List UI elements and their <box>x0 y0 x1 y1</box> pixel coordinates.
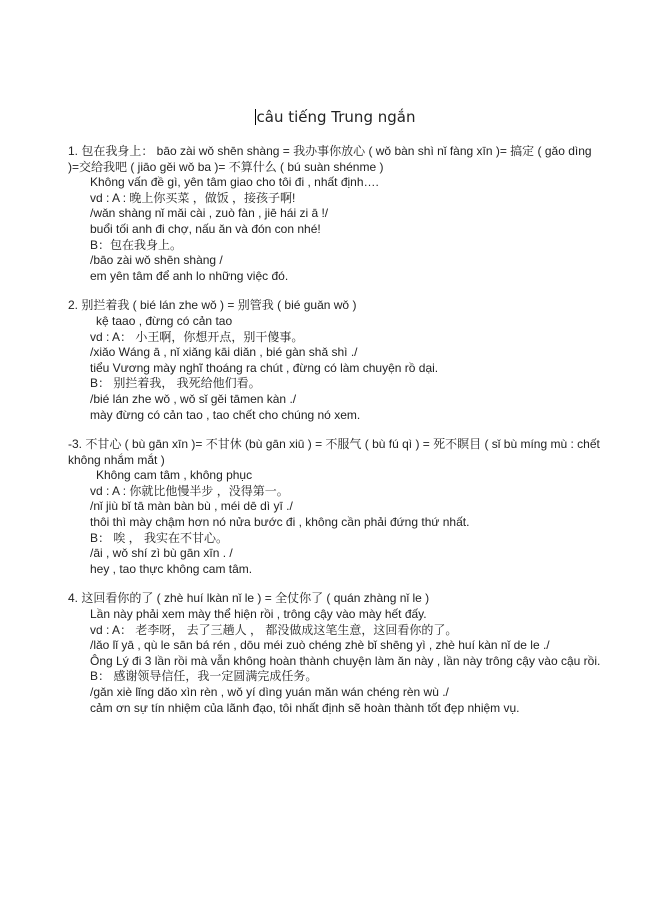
paragraph-line: /āi , wǒ shí zì bù gān xīn . / <box>90 546 233 561</box>
document-title <box>0 108 670 126</box>
section-heading: -3. 不甘心 ( bù gān xīn )= 不甘休 (bù gān xiū ) = 不服气 ( bù fú qì ) = 死不瞑目 ( sǐ bù míng mù : chết không nhắm mắt ) <box>68 437 600 467</box>
paragraph-line: Không cam tâm , không phục <box>96 468 253 483</box>
section-4 <box>68 591 604 716</box>
section-heading: 2. 别拦着我 ( bié lán zhe wǒ ) = 别管我 ( bié guǎn wǒ ) <box>68 298 357 313</box>
paragraph-line: /gǎn xiè lǐng dǎo xìn rèn , wǒ yí dìng yuán mǎn wán chéng rèn wù ./ <box>90 685 449 699</box>
paragraph-line: Không vấn đề gì, yên tâm giao cho tôi đi , nhất định…. <box>90 175 379 190</box>
paragraph-line: mày đừng có cản tao , tao chết cho chúng nó xem. <box>90 407 361 422</box>
paragraph-line: /bié lán zhe wǒ , wǒ sǐ gěi tāmen kàn ./ <box>90 391 297 406</box>
paragraph-line: B：包在我身上。 <box>90 237 183 252</box>
paragraph-line: hey , tao thực không cam tâm. <box>90 561 253 576</box>
paragraph-line: vd : A： 小王啊，你想开点，别干傻事。 <box>90 329 304 344</box>
paragraph-line: em yên tâm để anh lo những việc đó. <box>90 268 289 283</box>
paragraph-line: Lần này phải xem mày thể hiện rồi , trông cậy vào mày hết đấy. <box>90 607 427 622</box>
paragraph-line: Ông Lý đi 3 lần rồi mà vẫn không hoàn thành chuyện làm ăn này , lần này trông cậy vào cậu rồi. <box>90 653 601 668</box>
document-body <box>68 144 604 730</box>
section-heading: 4. 这回看你的了 ( zhè huí lkàn nǐ le ) = 全仗你了 ( quán zhàng nǐ le ) <box>68 591 430 606</box>
section-1 <box>68 144 604 284</box>
title-text: câu tiếng Trung ngắn <box>256 108 416 126</box>
paragraph-line: kệ taao , đừng có cản tao <box>96 313 233 328</box>
paragraph-line: B： 唉 ， 我实在不甘心。 <box>90 530 229 545</box>
paragraph-line: buổi tối anh đi chợ, nấu ăn và đón con nhé! <box>90 221 321 236</box>
paragraph-line: /bāo zài wǒ shēn shàng / <box>90 253 223 268</box>
paragraph-line: /wǎn shàng nǐ mǎi cài , zuò fàn , jiē hái zi ā !/ <box>90 206 329 221</box>
section-2 <box>68 298 604 423</box>
paragraph-line: /xiǎo Wáng ā , nǐ xiǎng kāi diǎn , bié gàn shǎ shì ./ <box>90 345 358 360</box>
text-cursor <box>255 109 256 125</box>
paragraph-line: /lǎo lǐ yā , qù le sān bá rén , dōu méi zuò chéng zhè bǐ shēng yì , zhè huí kàn nǐ de le ./ <box>90 638 550 653</box>
paragraph-line: /nǐ jiù bǐ tā màn bàn bù , méi dē dì yī ./ <box>90 499 293 514</box>
paragraph-line: vd : A： 老李呀， 去了三趟人 ， 都没做成这笔生意，这回看你的了。 <box>90 622 458 637</box>
section-heading: 1. 包在我身上： bāo zài wǒ shēn shàng = 我办事你放心 ( wǒ bàn shì nǐ fàng xīn )= 搞定 ( gǎo dìng )=交给我吧 ( jiāo gěi wǒ ba )= 不算什么 ( bú suàn shénme ) <box>68 144 592 174</box>
paragraph-line: vd : A : 你就比他慢半步 ，没得第一。 <box>90 483 289 498</box>
paragraph-line: vd : A : 晚上你买菜 ，做饭 ，接孩子啊! <box>90 190 296 205</box>
paragraph-line: B： 别拦着我， 我死给他们看。 <box>90 376 261 391</box>
section-3 <box>68 437 604 577</box>
paragraph-line: thôi thì mày chậm hơn nó nửa bước đi , không cần phải đứng thứ nhất. <box>90 515 470 530</box>
paragraph-line: B： 感谢领导信任，我一定圆满完成任务。 <box>90 669 318 684</box>
paragraph-line: cảm ơn sự tín nhiệm của lãnh đạo, tôi nhất định sẽ hoàn thành tốt đẹp nhiệm vụ. <box>90 700 520 715</box>
paragraph-line: tiểu Vương mày nghĩ thoáng ra chút , đừng có làm chuyện rồ dại. <box>90 360 439 375</box>
